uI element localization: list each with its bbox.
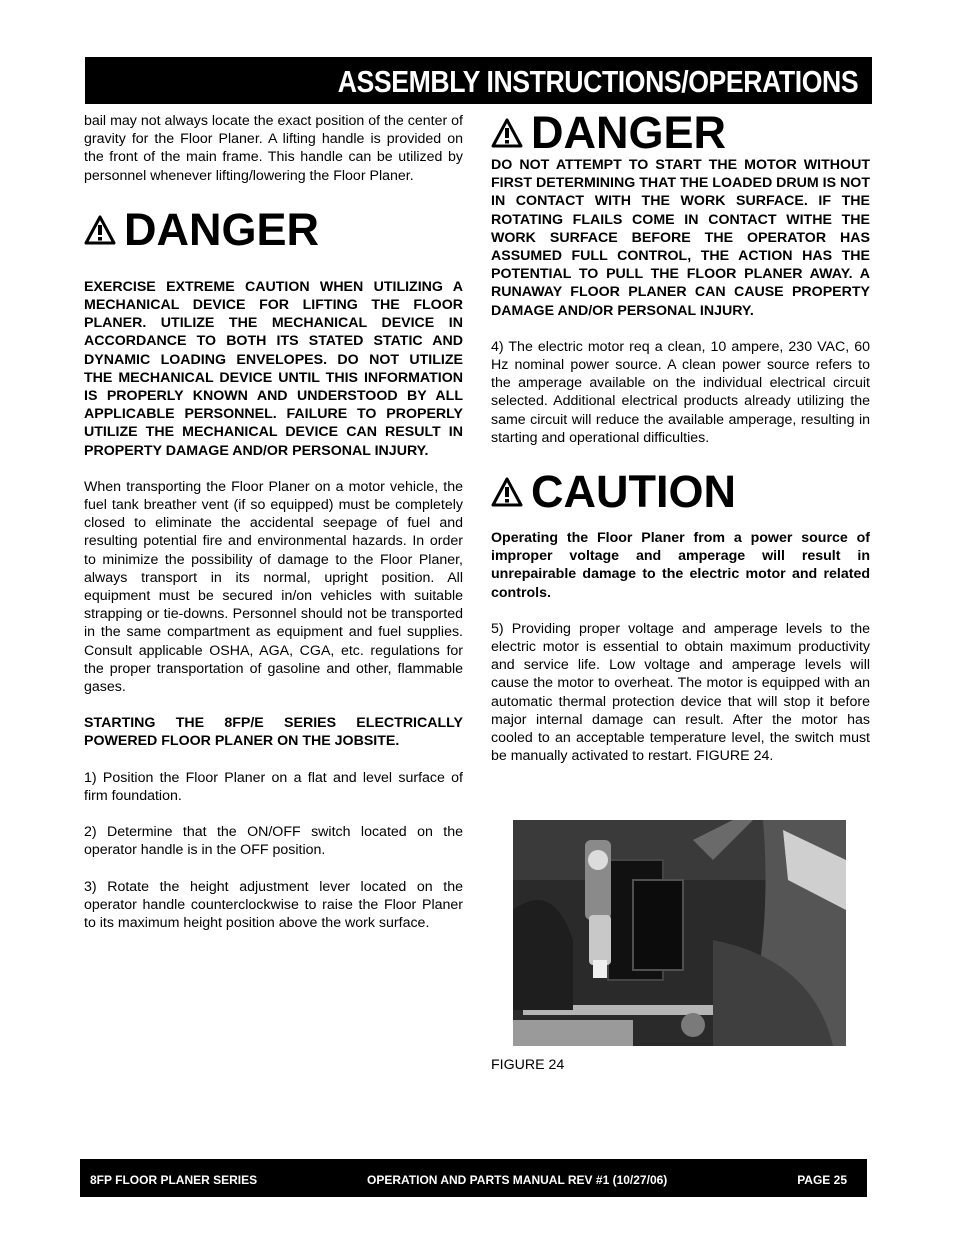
- danger-title: DANGER: [124, 203, 320, 255]
- left-column: [84, 112, 463, 932]
- footer-series: 8FP FLOOR PLANER SERIES: [90, 1173, 258, 1187]
- step-1: 1) Position the Floor Planer on a flat and level surface of firm foundation.: [84, 769, 463, 804]
- caution-heading: [491, 466, 870, 518]
- step-4: 4) The electric motor req a clean, 10 ampere, 230 VAC, 60 Hz nominal power source. A clean power source refers to the amperage available on the individual electrical circuit selected. Additional electrical products already utilizing the same circuit will reduce the available amperage, resulting in starting and operational difficulties.: [491, 338, 870, 446]
- danger-heading-right: [491, 107, 870, 158]
- danger-title: DANGER: [531, 107, 727, 158]
- floor-planer-photo-illustration: [513, 820, 846, 1046]
- danger-heading-left: [84, 203, 463, 255]
- section-header-bar: [85, 57, 872, 104]
- step-3: 3) Rotate the height adjustment lever located on the operator handle counterclockwise to raise the Floor Planer to its maximum height position above the work surface.: [84, 878, 463, 931]
- page-footer: [80, 1159, 867, 1197]
- right-column: [491, 107, 870, 765]
- transport-paragraph: When transporting the Floor Planer on a motor vehicle, the fuel tank breather vent (if so equipped) must be completely closed to eliminate the accidental seepage of fuel and resulting potential fire and environmental hazards. In order to minimize the possibility of damage to the Floor Planer, always transport in its normal, upright position. All equipment must be secured in/on vehicles with suitable strapping or tie-downs. Personnel should not be transported in the same compartment as equipment and fuel supplies. Consult applicable OSHA, AGA, CGA, etc. regulations for the proper transportation of gasoline and other, flammable gases.: [84, 478, 463, 696]
- caution-title: CAUTION: [531, 466, 736, 518]
- footer-manual-rev: OPERATION AND PARTS MANUAL REV #1 (10/27/06): [367, 1173, 668, 1187]
- figure-24-photo: [513, 820, 846, 1046]
- section-title: ASSEMBLY INSTRUCTIONS/OPERATIONS: [337, 64, 858, 99]
- intro-paragraph: bail may not always locate the exact position of the center of gravity for the Floor Planer. A lifting handle is provided on the front of the main frame. This handle can be utilized by personnel whenever lifting/lowering the Floor Planer.: [84, 113, 463, 184]
- danger-warning-text: EXERCISE EXTREME CAUTION WHEN UTILIZING A MECHANICAL DEVICE FOR LIFTING THE FLOOR PLANER. UTILIZE THE MECHANICAL DEVICE IN ACCORDANCE TO BOTH ITS STATED STATIC AND DYNAMIC LOADING ENVELOPES. DO NOT UTILIZE THE MECHANICAL DEVICE UNTIL THIS INFORMATION IS PROPERLY KNOWN AND UNDERSTOOD BY ALL APPLICABLE PERSONNEL. FAILURE TO PROPERLY UTILIZE THE MECHANICAL DEVICE CAN RESULT IN PROPERTY DAMAGE AND/OR PERSONAL INJURY.: [84, 278, 463, 459]
- starting-heading: STARTING THE 8FP/E SERIES ELECTRICALLY POWERED FLOOR PLANER ON THE JOBSITE.: [84, 715, 463, 750]
- step-5: 5) Providing proper voltage and amperage levels to the electric motor is essential to obtain maximum productivity and service life. Low voltage and amperage levels will cause the motor to overheat. The motor is equipped with an automatic thermal protection device that will stop it before major internal damage can result. After the motor has cooled to an acceptable temperature level, the switch must be manually activated to restart. FIGURE 24.: [491, 620, 870, 765]
- caution-warning-text: Operating the Floor Planer from a power source of improper voltage and amperage will result in unrepairable damage to the electric motor and related controls.: [491, 530, 870, 601]
- figure-caption: FIGURE 24: [491, 1057, 565, 1073]
- warning-triangle-icon: [84, 215, 116, 245]
- warning-triangle-icon: [491, 118, 523, 148]
- warning-triangle-icon: [491, 477, 523, 507]
- footer-page-number: PAGE 25: [797, 1173, 847, 1187]
- danger-warning-text: DO NOT ATTEMPT TO START THE MOTOR WITHOUT FIRST DETERMINING THAT THE LOADED DRUM IS NOT IN CONTACT WITH THE WORK SURFACE. IF THE ROTATING FLAILS COME IN CONTACT WITHE THE WORK SURFACE BEFORE THE OPERATOR HAS ASSUMED FULL CONTROL, THE ACTION HAS THE POTENTIAL TO PULL THE FLOOR PLANER AWAY. A RUNAWAY FLOOR PLANER CAN CAUSE PROPERTY DAMAGE AND/OR PERSONAL INJURY.: [491, 157, 870, 319]
- step-2: 2) Determine that the ON/OFF switch located on the operator handle is in the OFF position.: [84, 824, 463, 859]
